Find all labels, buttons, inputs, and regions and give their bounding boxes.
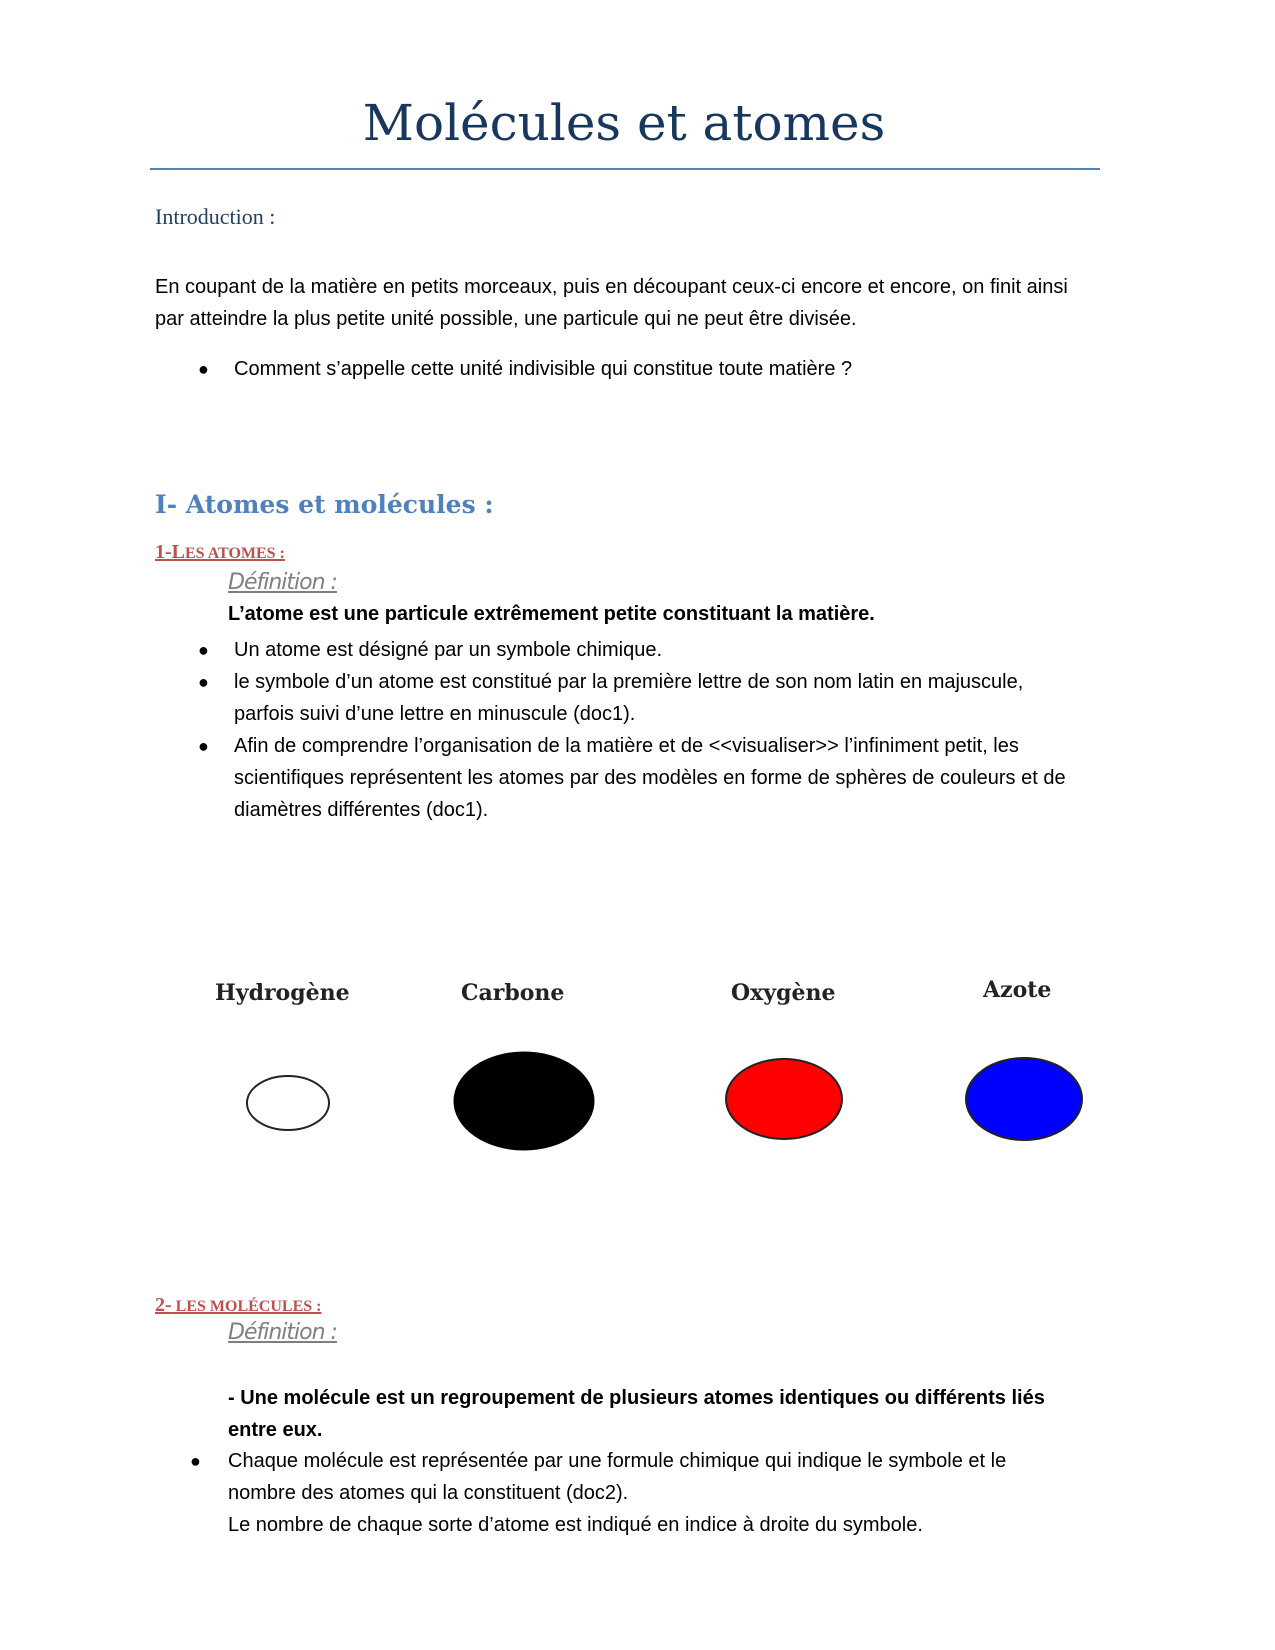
intro-paragraph: En coupant de la matière en petits morceaux, puis en découpant ceux-ci encore et encore, on finit ainsi par atteindre la plus petite unité possible, une particule qui ne peut être divisée.	[155, 276, 1068, 330]
atoms-bullet-text: le symbole d’un atome est constitué par la première lettre de son nom latin en majuscule, parfois suivi d’une lettre en minuscule (doc1).	[234, 671, 1024, 725]
intro-heading: Introduction :	[155, 204, 276, 229]
atom-hydrogen-sphere	[247, 1076, 329, 1130]
atoms-definition: L’atome est une particule extrêmement petite constituant la matière.	[228, 603, 875, 625]
molecules-note: Le nombre de chaque sorte d’atome est indiqué en indice à droite du symbole.	[228, 1514, 923, 1536]
atoms-bullet-text: Un atome est désigné par un symbole chimique.	[234, 639, 663, 661]
bullet-icon: ●	[198, 359, 209, 379]
atom-label-oxygen: Oxygène	[731, 980, 836, 1006]
page-title: Molécules et atomes	[362, 94, 886, 152]
molecules-heading-rest: LES MOLÉCULES :	[171, 1298, 322, 1315]
molecules-heading-num: 2-	[155, 1294, 172, 1316]
molecules-definition: - Une molécule est un regroupement de plusieurs atomes identiques ou différents liés entre eux.	[228, 1387, 1045, 1441]
atoms-definition-label: Définition :	[228, 570, 337, 595]
bullet-icon: ●	[198, 672, 209, 692]
atoms-heading-rest: ES ATOMES :	[185, 545, 285, 562]
molecules-heading	[155, 1294, 321, 1317]
section-heading: I- Atomes et molécules :	[155, 490, 494, 519]
intro-question: Comment s’appelle cette unité indivisible qui constitue toute matière ?	[234, 358, 853, 380]
atom-carbon-sphere	[454, 1052, 594, 1150]
bullet-icon: ●	[190, 1451, 201, 1471]
atom-label-nitrogen: Azote	[983, 977, 1052, 1003]
atoms-heading-num: 1-L	[155, 541, 185, 563]
atom-nitrogen-sphere	[966, 1058, 1082, 1140]
title-underline	[150, 168, 1100, 170]
atom-oxygen-sphere	[726, 1059, 842, 1139]
atoms-bullet-text: Afin de comprendre l’organisation de la matière et de <<visualiser>> l’infiniment petit, les scientifiques représentent les atomes par des modèles en forme de sphères de couleurs et de diamètres différentes (doc1).	[234, 735, 1066, 821]
molecules-definition-label: Définition :	[228, 1320, 337, 1345]
bullet-icon: ●	[198, 736, 209, 756]
atom-label-hydrogen: Hydrogène	[215, 980, 350, 1006]
molecules-bullet-text: Chaque molécule est représentée par une formule chimique qui indique le symbole et le nombre des atomes qui la constituent (doc2).	[228, 1450, 1007, 1504]
bullet-icon: ●	[198, 640, 209, 660]
atoms-heading	[155, 541, 285, 564]
atom-label-carbon: Carbone	[461, 980, 565, 1006]
